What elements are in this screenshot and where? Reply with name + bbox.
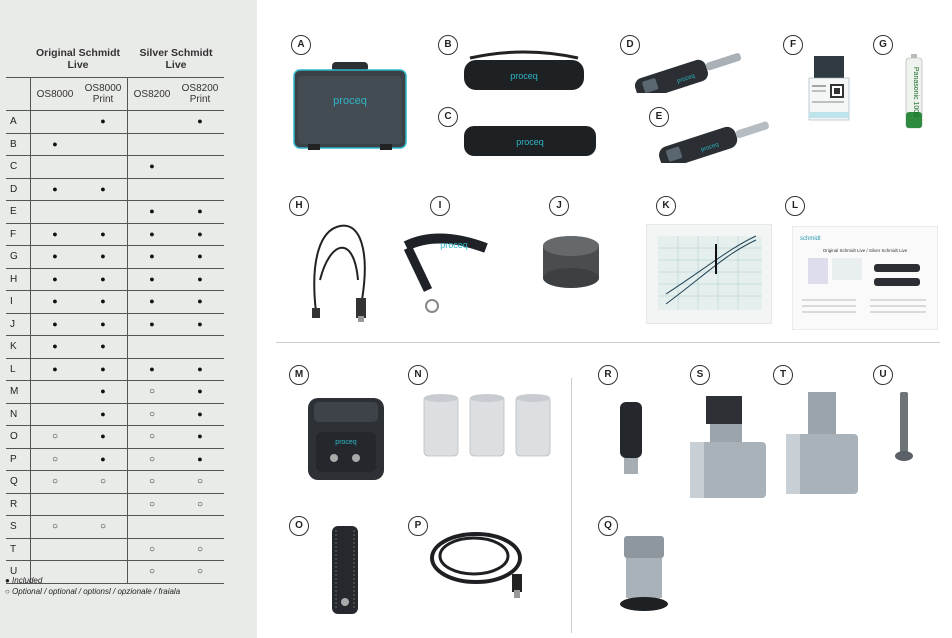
included-dot-icon: ● — [52, 363, 58, 374]
hammer-e-brand-text: proceq — [700, 142, 720, 154]
table-row — [6, 538, 224, 561]
row-label: K — [6, 336, 31, 359]
leaflet-brand-text: schmidt — [800, 236, 821, 242]
row-label: J — [6, 313, 31, 336]
legend-optional: ○ Optional / optional / optionsl / opzionale / fraiala — [5, 587, 181, 596]
included-dot-icon: ● — [52, 296, 58, 307]
anvil-q-image — [618, 534, 670, 614]
included-dot-icon: ● — [100, 408, 106, 419]
row-label: P — [6, 448, 31, 471]
paper-rolls-image — [420, 390, 554, 460]
table-row — [6, 336, 224, 359]
anvil-s-image — [688, 396, 768, 500]
included-dot-icon: ● — [197, 363, 203, 374]
row-label: U — [6, 561, 31, 584]
included-dot-icon: ● — [149, 273, 155, 284]
table-cell — [31, 268, 80, 291]
table-cell — [31, 178, 80, 201]
holster-bag-b-image — [460, 50, 588, 94]
table-row — [6, 426, 224, 449]
included-dot-icon: ● — [197, 116, 203, 127]
included-dot-icon: ● — [197, 318, 203, 329]
row-label: A — [6, 111, 31, 134]
table-row — [6, 358, 224, 381]
table-cell — [176, 471, 224, 494]
grip-handle-image — [614, 400, 648, 478]
grinding-stone-image — [540, 234, 602, 290]
included-dot-icon: ● — [149, 251, 155, 262]
optional-circle-icon: ○ — [51, 431, 59, 443]
table-cell — [176, 336, 224, 359]
included-dot-icon: ● — [100, 251, 106, 262]
included-dot-icon: ● — [197, 386, 203, 397]
table-cell — [128, 223, 177, 246]
table-cell — [176, 291, 224, 314]
table-cell — [176, 133, 224, 156]
row-label: C — [6, 156, 31, 179]
optional-circle-icon: ○ — [99, 476, 107, 488]
row-label: L — [6, 358, 31, 381]
table-row — [6, 133, 224, 156]
section-divider-vertical — [571, 378, 572, 633]
label-a: A — [291, 35, 311, 55]
table-cell — [79, 268, 128, 291]
included-dot-icon: ● — [100, 228, 106, 239]
table-cell — [79, 336, 128, 359]
row-label: E — [6, 201, 31, 224]
table-cell — [128, 133, 177, 156]
column-header-3: OS8200 — [128, 78, 177, 111]
table-cell — [79, 246, 128, 269]
table-cell — [128, 156, 177, 179]
usb-cable-h-image — [310, 220, 378, 324]
table-row — [6, 246, 224, 269]
table-cell — [31, 358, 80, 381]
battery-image — [904, 54, 924, 130]
accessory-table-panel — [0, 0, 257, 638]
table-cell — [79, 426, 128, 449]
table-cell — [176, 246, 224, 269]
table-cell — [128, 246, 177, 269]
included-dot-icon: ● — [197, 431, 203, 442]
optional-circle-icon: ○ — [196, 543, 204, 555]
label-n: N — [408, 365, 428, 385]
lanyard-image — [398, 226, 490, 318]
label-m: M — [289, 365, 309, 385]
table-cell — [128, 516, 177, 539]
table-cell — [79, 538, 128, 561]
table-cell — [79, 111, 128, 134]
included-dot-icon: ● — [100, 296, 106, 307]
optional-circle-icon: ○ — [148, 386, 156, 398]
label-p: P — [408, 516, 428, 536]
table-row — [6, 111, 224, 134]
included-dot-icon: ● — [100, 341, 106, 352]
included-dot-icon: ● — [100, 116, 106, 127]
table-cell — [79, 493, 128, 516]
included-dot-icon: ● — [100, 273, 106, 284]
table-row — [6, 516, 224, 539]
included-dot-icon: ● — [100, 453, 106, 464]
label-g: G — [873, 35, 893, 55]
table-cell — [31, 156, 80, 179]
table-cell — [176, 156, 224, 179]
table-cell — [31, 336, 80, 359]
table-cell — [176, 268, 224, 291]
table-cell — [128, 493, 177, 516]
label-e: E — [649, 107, 669, 127]
table-cell — [31, 223, 80, 246]
table-row — [6, 381, 224, 404]
optional-circle-icon: ○ — [51, 453, 59, 465]
table-cell — [79, 291, 128, 314]
optional-circle-icon: ○ — [148, 476, 156, 488]
row-label: O — [6, 426, 31, 449]
label-l: L — [785, 196, 805, 216]
legend-included: ● Included — [5, 576, 43, 585]
table-cell — [128, 403, 177, 426]
table-cell — [79, 381, 128, 404]
table-cell — [176, 516, 224, 539]
included-dot-icon: ● — [197, 273, 203, 284]
quick-start-leaflet-image — [792, 226, 938, 330]
table-cell — [128, 291, 177, 314]
included-dot-icon: ● — [52, 341, 58, 352]
hammer-d-brand-text: proceq — [676, 73, 696, 85]
included-dot-icon: ● — [149, 296, 155, 307]
plunger-image — [893, 390, 915, 464]
row-label: R — [6, 493, 31, 516]
table-cell — [79, 313, 128, 336]
table-row — [6, 291, 224, 314]
table-header-row — [6, 78, 224, 111]
column-header-2: OS8000 Print — [79, 78, 128, 111]
label-s: S — [690, 365, 710, 385]
label-k: K — [656, 196, 676, 216]
row-label: N — [6, 403, 31, 426]
table-cell — [128, 358, 177, 381]
table-cell — [31, 246, 80, 269]
battery-text: Panasonic 1000 — [912, 66, 919, 118]
group-header-silver-schmidt: Silver Schmidt Live — [139, 47, 213, 71]
row-label: M — [6, 381, 31, 404]
header-corner — [6, 78, 31, 111]
group-header-original-schmidt: Original Schmidt Live — [35, 47, 120, 71]
label-h: H — [289, 196, 309, 216]
printer-brand-text: proceq — [335, 439, 357, 446]
included-dot-icon: ● — [100, 363, 106, 374]
table-cell — [79, 358, 128, 381]
table-cell — [128, 471, 177, 494]
included-dot-icon: ● — [52, 273, 58, 284]
label-o: O — [289, 516, 309, 536]
included-dot-icon: ● — [149, 363, 155, 374]
optional-circle-icon: ○ — [196, 476, 204, 488]
row-label: Q — [6, 471, 31, 494]
usb-cable-p-image — [426, 526, 530, 602]
table-row — [6, 268, 224, 291]
table-cell — [128, 426, 177, 449]
included-dot-icon: ● — [149, 318, 155, 329]
table-cell — [176, 493, 224, 516]
section-divider — [276, 342, 940, 343]
license-card-image — [808, 56, 850, 122]
table-cell — [31, 516, 80, 539]
carrying-case-image — [292, 60, 408, 152]
row-label: T — [6, 538, 31, 561]
table-cell — [79, 178, 128, 201]
row-label: G — [6, 246, 31, 269]
holster-bag-c-image — [460, 120, 600, 162]
table-cell — [31, 313, 80, 336]
label-t: T — [773, 365, 793, 385]
table-cell — [128, 111, 177, 134]
table-cell — [128, 538, 177, 561]
table-row — [6, 403, 224, 426]
table-cell — [176, 358, 224, 381]
table-cell — [79, 561, 128, 584]
table-cell — [128, 561, 177, 584]
label-q: Q — [598, 516, 618, 536]
row-label: S — [6, 516, 31, 539]
table-row — [6, 178, 224, 201]
included-dot-icon: ● — [149, 228, 155, 239]
optional-circle-icon: ○ — [148, 566, 156, 578]
column-header-4: OS8200 Print — [176, 78, 224, 111]
included-dot-icon: ● — [100, 318, 106, 329]
test-hammer-e-image — [652, 113, 776, 163]
table-cell — [176, 381, 224, 404]
included-dot-icon: ● — [100, 183, 106, 194]
table-cell — [79, 403, 128, 426]
table-row — [6, 156, 224, 179]
included-dot-icon: ● — [100, 431, 106, 442]
table-cell — [31, 403, 80, 426]
included-dot-icon: ● — [52, 318, 58, 329]
table-row — [6, 223, 224, 246]
table-cell — [79, 516, 128, 539]
table-row — [6, 201, 224, 224]
optional-circle-icon: ○ — [51, 476, 59, 488]
bag-b-brand-text: proceq — [510, 71, 538, 81]
bag-c-brand-text: proceq — [516, 137, 544, 147]
table-cell — [176, 313, 224, 336]
label-i: I — [430, 196, 450, 216]
optional-circle-icon: ○ — [99, 521, 107, 533]
table-cell — [176, 223, 224, 246]
table-cell — [31, 381, 80, 404]
label-u: U — [873, 365, 893, 385]
included-dot-icon: ● — [52, 251, 58, 262]
row-label: I — [6, 291, 31, 314]
row-label: F — [6, 223, 31, 246]
table-cell — [128, 178, 177, 201]
included-dot-icon: ● — [149, 206, 155, 217]
table-cell — [31, 111, 80, 134]
table-cell — [176, 561, 224, 584]
optional-circle-icon: ○ — [148, 453, 156, 465]
accessory-matrix-table — [6, 77, 224, 584]
label-r: R — [598, 365, 618, 385]
table-row — [6, 471, 224, 494]
hand-strap-image — [328, 524, 362, 616]
table-cell — [31, 471, 80, 494]
table-cell — [176, 448, 224, 471]
table-cell — [176, 201, 224, 224]
table-row — [6, 493, 224, 516]
table-cell — [176, 178, 224, 201]
table-cell — [79, 448, 128, 471]
conversion-chart-image — [646, 224, 772, 324]
table-cell — [79, 156, 128, 179]
table-cell — [176, 403, 224, 426]
table-cell — [128, 336, 177, 359]
label-b: B — [438, 35, 458, 55]
row-label: H — [6, 268, 31, 291]
included-dot-icon: ● — [149, 161, 155, 172]
table-cell — [31, 201, 80, 224]
optional-circle-icon: ○ — [196, 498, 204, 510]
included-dot-icon: ● — [197, 296, 203, 307]
included-dot-icon: ● — [100, 386, 106, 397]
anvil-t-image — [784, 392, 860, 498]
table-row — [6, 313, 224, 336]
label-d: D — [620, 35, 640, 55]
table-cell — [79, 223, 128, 246]
included-dot-icon: ● — [52, 183, 58, 194]
optional-circle-icon: ○ — [148, 543, 156, 555]
included-dot-icon: ● — [52, 228, 58, 239]
leaflet-title-text: Original Schmidt Live / Silver Schmidt Live — [822, 248, 908, 253]
included-dot-icon: ● — [197, 206, 203, 217]
table-cell — [176, 426, 224, 449]
row-label: B — [6, 133, 31, 156]
case-brand-text: proceq — [333, 95, 367, 107]
row-label: D — [6, 178, 31, 201]
table-cell — [128, 381, 177, 404]
included-dot-icon: ● — [197, 228, 203, 239]
included-dot-icon: ● — [197, 251, 203, 262]
table-cell — [31, 426, 80, 449]
table-cell — [31, 448, 80, 471]
table-cell — [79, 471, 128, 494]
included-dot-icon: ● — [197, 408, 203, 419]
label-f: F — [783, 35, 803, 55]
column-header-1: OS8000 — [31, 78, 80, 111]
optional-circle-icon: ○ — [51, 521, 59, 533]
optional-circle-icon: ○ — [196, 566, 204, 578]
optional-circle-icon: ○ — [148, 431, 156, 443]
table-cell — [176, 111, 224, 134]
table-cell — [79, 133, 128, 156]
table-cell — [176, 538, 224, 561]
table-cell — [31, 493, 80, 516]
table-cell — [79, 201, 128, 224]
included-dot-icon: ● — [197, 453, 203, 464]
table-cell — [31, 133, 80, 156]
table-cell — [128, 448, 177, 471]
table-cell — [31, 538, 80, 561]
lanyard-brand-text: proceq — [440, 240, 468, 250]
optional-circle-icon: ○ — [148, 408, 156, 420]
included-dot-icon: ● — [52, 138, 58, 149]
table-cell — [128, 313, 177, 336]
table-cell — [31, 291, 80, 314]
optional-circle-icon: ○ — [148, 498, 156, 510]
table-cell — [128, 201, 177, 224]
label-j: J — [549, 196, 569, 216]
test-hammer-d-image — [626, 45, 750, 93]
table-row — [6, 448, 224, 471]
table-cell — [128, 268, 177, 291]
label-c: C — [438, 107, 458, 127]
printer-image — [306, 392, 386, 482]
